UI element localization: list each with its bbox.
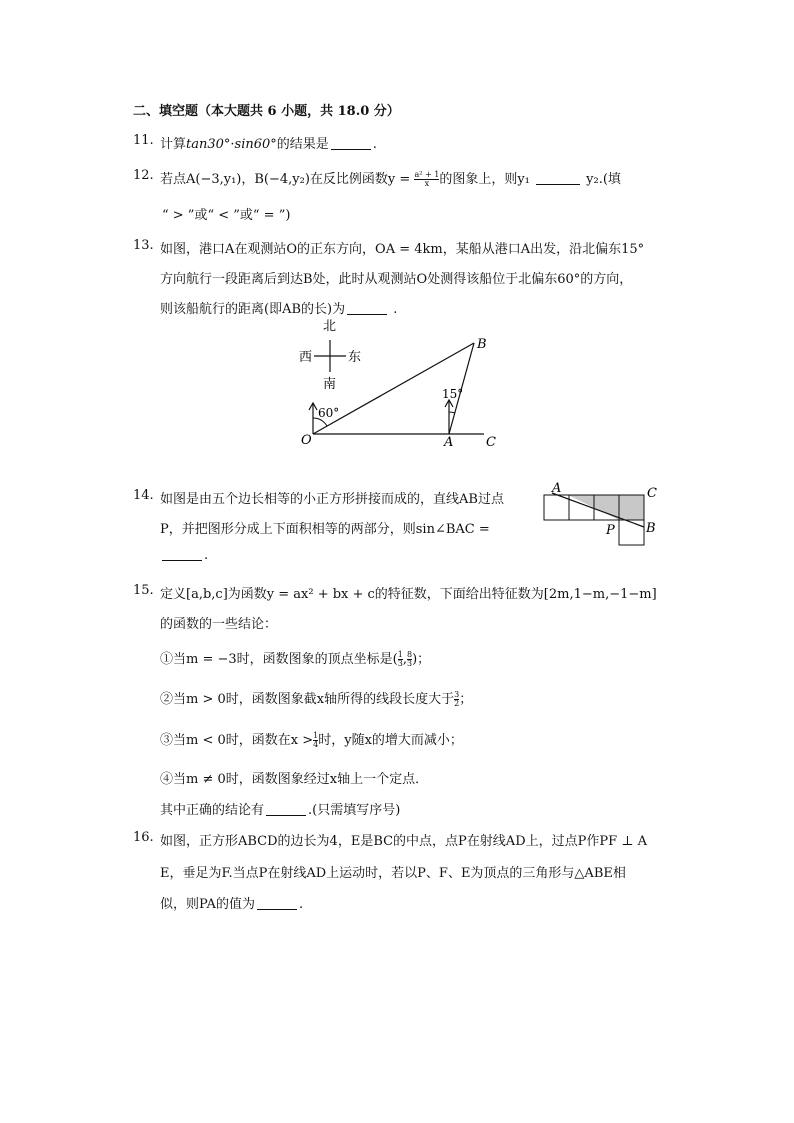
q15-conclusion-4 <box>160 768 428 787</box>
q11-end: . <box>372 137 377 152</box>
q15-number: 15. <box>133 583 154 598</box>
q13-end: . <box>393 302 398 317</box>
q15-c2-text-a: 当m > 0时，函数图象截x轴所得的线段长度大于 <box>173 692 455 707</box>
q16-line2: E，垂足为F.当点P在射线AD上运动时，若以P、F、E为顶点的三角形与△ABE相 <box>160 866 626 881</box>
q11-number: 11. <box>133 133 154 148</box>
q12-line2: “ > ”或“ < ”或“ = ”) <box>162 208 291 223</box>
q12-text-c: y₂.(填 <box>586 172 621 187</box>
q13-point-o: O <box>301 433 312 448</box>
q12-text-b: 的图象上，则y₁ <box>439 172 530 187</box>
q15-last-text-b: .(只需填写序号) <box>308 803 401 818</box>
q15-c3-text-b: 时，y随x的增大而减小； <box>318 733 463 748</box>
q15-c2-frac-num: 3 <box>454 690 460 699</box>
q12-frac-num: a² + 1 <box>414 170 440 179</box>
q11-text-a: 计算 <box>160 137 187 152</box>
q12-number: 12. <box>133 168 154 183</box>
q14-point-c: C <box>647 486 657 501</box>
q15-last-text-a: 其中正确的结论有 <box>160 803 265 818</box>
q13-angle-60: 60° <box>318 406 340 420</box>
q15-line1: 定义[a,b,c]为函数y = ax² + bx + c的特征数，下面给出特征数为[2m,1−m,−1−m] <box>160 587 657 602</box>
q15-c3-text-a: 当m < 0时，函数在x > <box>173 733 314 748</box>
q15-mark-2: ② <box>160 692 174 707</box>
q15-c1-frac-1-num: 1 <box>397 650 403 659</box>
q12-text-a: 若点A(−3,y₁)，B(−4,y₂)在反比例函数y = <box>160 172 411 187</box>
q16-answer-blank[interactable] <box>257 897 297 910</box>
q13-line1: 如图，港口A在观测站O的正东方向，OA = 4km，某船从港口A出发，沿北偏东15° <box>160 242 645 257</box>
q16-text-a: 似，则PA的值为 <box>160 897 255 912</box>
q13-text-a: 则该船航行的距离(即AB的长)为 <box>160 302 346 317</box>
q13-point-b: B <box>477 337 487 352</box>
q14-point-a: A <box>552 481 562 496</box>
q13-number: 13. <box>133 238 154 253</box>
q15-mark-4: ④ <box>160 772 174 787</box>
q14-point-b: B <box>646 521 656 536</box>
q15-mark-1: ① <box>160 652 174 667</box>
q15-conclusion-2 <box>160 688 472 708</box>
q16-line1: 如图，正方形ABCD的边长为4，E是BC的中点，点P在射线AD上，过点P作PF ⊥ A <box>160 834 648 849</box>
q13-angle-15: 15° <box>442 387 464 401</box>
q13-label-west: 西 <box>299 350 313 365</box>
q14-line1: 如图是由五个边长相等的小正方形拼接而成的，直线AB过点 <box>160 492 504 507</box>
q15-conclusion-3 <box>160 729 463 749</box>
q14-end: . <box>204 548 209 563</box>
q15-last-line <box>160 799 400 818</box>
q12-frac-den: x <box>424 179 430 188</box>
q15-mark-3: ③ <box>160 733 174 748</box>
q11-text-b: 的结果是 <box>276 137 329 152</box>
q15-c2-text-b: ； <box>459 692 473 707</box>
q15-c1-frac-2-num: 8 <box>406 650 413 659</box>
q15-c3-frac-den: 4 <box>313 740 319 749</box>
q13-label-east: 东 <box>348 350 362 365</box>
q13-label-north: 北 <box>323 319 337 334</box>
q14-number: 14. <box>133 488 154 503</box>
q11-expression: tan30°·sin60° <box>186 137 277 152</box>
q13-line2: 方向航行一段距离后到达B处，此时从观测站O处测得该船位于北偏东60°的方向， <box>160 272 633 287</box>
q14-line2: P，并把图形分成上下面积相等的两部分，则sin∠BAC = <box>160 522 490 537</box>
q13-point-a: A <box>444 435 454 450</box>
section-title: 二、填空题（本大题共 6 小题，共 18.0 分） <box>133 104 400 119</box>
q15-c1-frac-2-den: 3 <box>406 659 413 668</box>
q15-conclusion-1: ①当m = −3时，函数图象的顶点坐标是( $\frac{1}{3}$ , $\frac{8}{3}$ )； <box>160 650 431 668</box>
q16-end: . <box>298 897 304 912</box>
q15-c1-text-a: 当m = −3时，函数图象的顶点坐标是( <box>173 652 398 667</box>
q15-c1-frac-1 <box>398 651 403 668</box>
q15-c4-text: 当m ≠ 0时，函数图象经过x轴上一个定点． <box>173 772 429 787</box>
q15-c2-frac-den: 2 <box>454 699 460 708</box>
q15-c3-frac-num: 1 <box>313 731 319 740</box>
q16-number: 16. <box>133 830 154 845</box>
q15-answer-blank[interactable] <box>266 803 306 816</box>
q13-point-c: C <box>486 435 496 450</box>
q15-c1-frac-1-den: 3 <box>397 659 403 668</box>
q16-line3 <box>160 893 303 912</box>
q14-point-p: P <box>606 523 615 538</box>
q15-line2: 的函数的一些结论： <box>160 617 278 632</box>
q13-label-south: 南 <box>323 377 337 392</box>
q15-c1-text-b: )； <box>412 652 431 667</box>
